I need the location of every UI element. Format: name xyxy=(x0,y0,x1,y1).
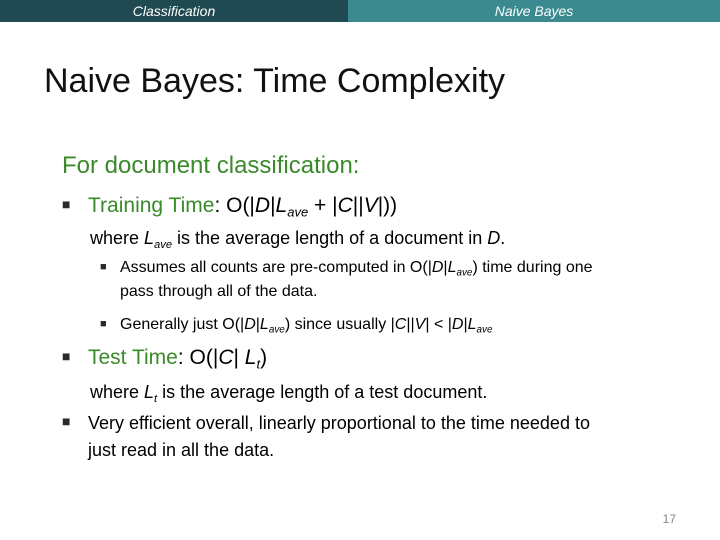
training-time-bullet xyxy=(62,194,397,220)
test-where-line xyxy=(90,382,487,405)
text: Assumes all counts are pre-computed in O(| xyxy=(120,259,432,276)
formula-text: || xyxy=(352,194,364,217)
formula-subscript: ave xyxy=(154,238,173,251)
formula-var: C xyxy=(218,346,234,369)
training-time-label: Training Time xyxy=(88,194,215,217)
text: where xyxy=(90,382,145,402)
formula-var: V xyxy=(363,194,378,217)
formula-subscript: ave xyxy=(476,324,493,336)
text: . xyxy=(500,228,506,248)
text: || xyxy=(406,316,415,333)
efficiency-bullet-cont: just read in all the data. xyxy=(88,440,275,460)
formula-var: L xyxy=(144,382,155,402)
formula-text: ) xyxy=(260,346,268,369)
formula-var: D xyxy=(254,194,271,217)
sub-bullet-precompute-cont: pass through all of the data. xyxy=(120,283,318,300)
text: ) time during one xyxy=(472,259,593,276)
text: is the average length of a test document. xyxy=(157,382,488,402)
formula-var: L xyxy=(447,259,457,276)
formula-text: |)) xyxy=(377,194,398,217)
formula-text: | xyxy=(270,194,276,217)
formula-subscript: ave xyxy=(268,324,285,336)
section-tab-naive-bayes[interactable]: Naive Bayes xyxy=(348,0,720,22)
formula-var: L xyxy=(467,316,477,333)
formula-var: L xyxy=(275,194,288,217)
formula-subscript: t xyxy=(154,392,158,405)
formula-text: | xyxy=(233,346,245,369)
page-number: 17 xyxy=(662,512,676,526)
square-bullet-icon: ■ xyxy=(62,348,71,364)
text: | xyxy=(255,316,260,333)
slide-title: Naive Bayes: Time Complexity xyxy=(44,62,506,100)
formula-var: L xyxy=(144,228,155,248)
formula-text: + | xyxy=(308,194,338,217)
formula-var: L xyxy=(244,346,257,369)
formula-subscript: ave xyxy=(287,204,309,220)
section-tab-classification[interactable]: Classification xyxy=(0,0,348,22)
intro-heading: For document classification: xyxy=(62,152,360,179)
text: where xyxy=(90,228,145,248)
test-time-bullet xyxy=(62,346,267,372)
header-bar xyxy=(0,0,720,22)
square-bullet-icon: ■ xyxy=(100,318,107,330)
text: Generally just O(| xyxy=(120,316,245,333)
formula-var: D xyxy=(244,316,256,333)
square-bullet-icon: ■ xyxy=(62,413,71,429)
training-where-line xyxy=(90,228,505,251)
sub-bullet-generally xyxy=(100,316,493,335)
sub-bullet-precompute xyxy=(100,259,593,278)
text: ) since usually | xyxy=(284,316,395,333)
text: | xyxy=(463,316,468,333)
formula-var: D xyxy=(487,228,501,248)
test-time-label: Test Time xyxy=(88,346,178,369)
formula-text: : O(| xyxy=(214,194,255,217)
formula-var: V xyxy=(414,316,426,333)
formula-var: D xyxy=(451,316,464,333)
text: | < | xyxy=(425,316,452,333)
formula-subscript: ave xyxy=(456,267,473,279)
text: | xyxy=(443,259,448,276)
formula-subscript: t xyxy=(256,356,261,372)
formula-text: : O(| xyxy=(177,346,219,369)
text: is the average length of a document in xyxy=(172,228,488,248)
square-bullet-icon: ■ xyxy=(62,196,71,212)
formula-var: C xyxy=(394,316,407,333)
square-bullet-icon: ■ xyxy=(100,261,107,273)
formula-var: C xyxy=(337,194,353,217)
text: Very efficient overall, linearly proportional to the time needed to xyxy=(88,413,590,433)
formula-var: D xyxy=(431,259,444,276)
formula-var: L xyxy=(259,316,269,333)
efficiency-bullet xyxy=(62,413,590,434)
